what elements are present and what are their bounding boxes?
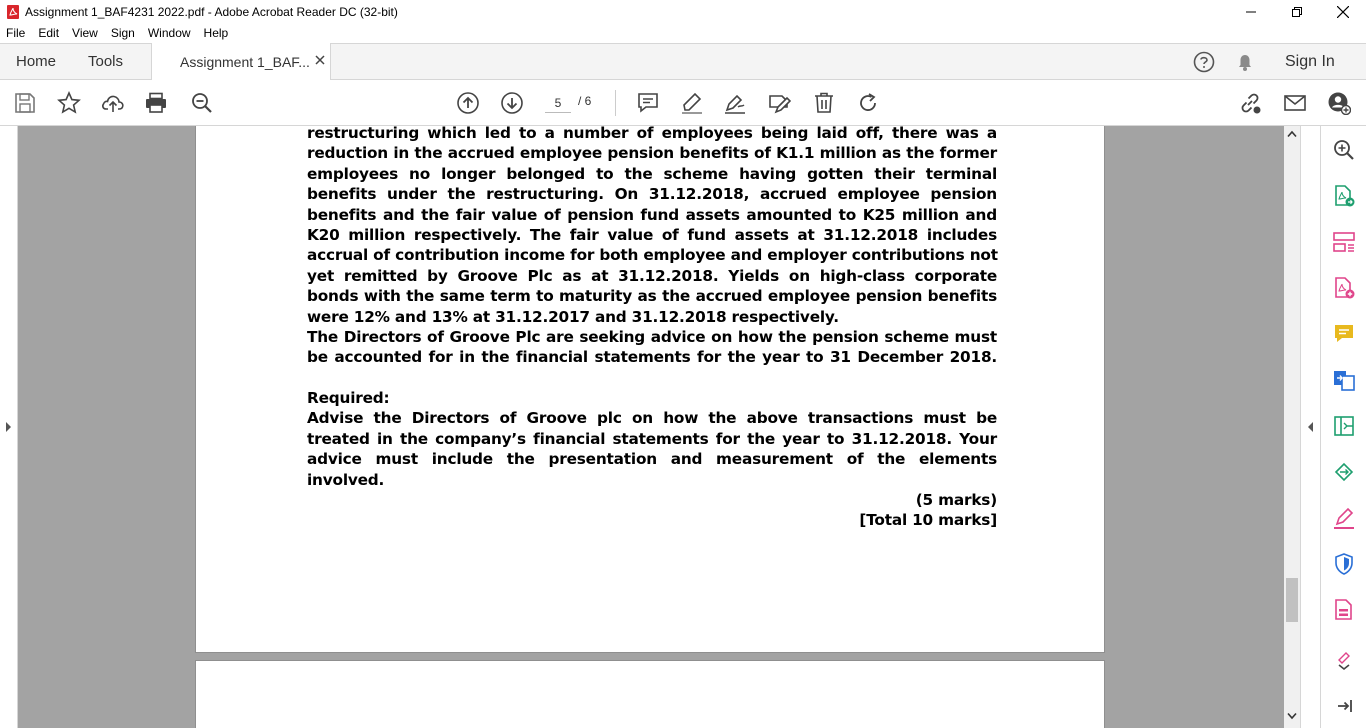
- tab-document-label: Assignment 1_BAF...: [180, 54, 310, 70]
- menu-bar: [0, 23, 1366, 43]
- close-icon: [1337, 6, 1349, 18]
- menu-view[interactable]: View: [72, 26, 98, 40]
- account-icon[interactable]: [1327, 91, 1351, 115]
- tools-pane: [1320, 126, 1366, 728]
- body-line: were 12% and 13% at 31.12.2017 and 31.12.2018 respectively.: [307, 307, 839, 326]
- tab-tools[interactable]: Tools: [88, 53, 124, 70]
- comment-tool-icon[interactable]: [1332, 322, 1356, 346]
- edit-pdf-icon[interactable]: [1332, 460, 1356, 484]
- page-total: / 6: [578, 94, 592, 108]
- menu-edit[interactable]: Edit: [38, 26, 60, 40]
- fill-sign-icon[interactable]: [767, 91, 791, 115]
- comment-icon[interactable]: [636, 91, 660, 115]
- sign-in-button[interactable]: Sign In: [1285, 53, 1335, 70]
- left-pane-toggle[interactable]: [0, 126, 18, 728]
- marks-label: (5 marks): [915, 491, 997, 510]
- pdf-page-6: [195, 660, 1105, 728]
- body-line: The Directors of Groove Plc are seeking advice on how the pension scheme must: [307, 327, 997, 346]
- menu-window[interactable]: Window: [147, 26, 191, 40]
- window-title: Assignment 1_BAF4231 2022.pdf - Adobe Acrobat Reader DC (32-bit): [25, 4, 398, 19]
- menu-sign[interactable]: Sign: [110, 26, 135, 40]
- upload-icon[interactable]: [101, 91, 125, 115]
- combine-files-icon[interactable]: [1332, 368, 1356, 392]
- page-down-icon[interactable]: [500, 91, 524, 115]
- minimize-icon: [1246, 7, 1256, 17]
- total-marks-label: [Total 10 marks]: [859, 511, 997, 530]
- document-viewport[interactable]: [18, 126, 1284, 728]
- right-pane-toggle[interactable]: [1300, 126, 1320, 728]
- required-line: treated in the company’s financial statements for the year to 31.12.2018. Your: [307, 429, 997, 448]
- body-line: benefits and the fair value of pension fund assets amounted to K25 million and: [307, 205, 997, 224]
- document-body: [307, 126, 997, 531]
- redact-icon[interactable]: [1332, 598, 1356, 622]
- vertical-scrollbar[interactable]: [1284, 126, 1300, 728]
- scroll-down-icon[interactable]: [1287, 712, 1297, 720]
- create-pdf-icon[interactable]: [1332, 276, 1356, 300]
- bookmark-star-icon[interactable]: [57, 91, 81, 115]
- menu-file[interactable]: File: [6, 26, 26, 40]
- acrobat-app-icon: [6, 5, 20, 19]
- email-icon[interactable]: [1283, 91, 1307, 115]
- share-link-icon[interactable]: [1238, 91, 1262, 115]
- page-up-icon[interactable]: [456, 91, 480, 115]
- zoom-search-icon[interactable]: [1332, 138, 1356, 162]
- restore-icon: [1292, 7, 1302, 17]
- body-line: employees no longer belonged to the scheme having gotten their terminal: [307, 164, 997, 183]
- required-heading: Required:: [307, 389, 390, 408]
- tab-document[interactable]: [151, 43, 331, 81]
- required-line: advice must include the presentation and measurement of the elements: [307, 450, 997, 469]
- title-bar: [0, 0, 1366, 23]
- export-pdf-icon[interactable]: [1332, 184, 1356, 208]
- body-line: benefits under the restructuring. On 31.12.2018, accrued employee pension: [307, 185, 997, 204]
- organize-pages-icon[interactable]: [1332, 230, 1356, 254]
- tab-bar: [0, 43, 1366, 80]
- toolbar-separator: [615, 90, 616, 116]
- body-line: be accounted for in the financial statements for the year to 31 December 2018.: [307, 348, 997, 367]
- collapse-pane-icon[interactable]: [1332, 694, 1356, 718]
- toolbar: [0, 80, 1366, 126]
- delete-icon[interactable]: [812, 91, 836, 115]
- close-tab-icon[interactable]: [314, 54, 326, 66]
- help-icon[interactable]: [1193, 51, 1215, 73]
- save-icon[interactable]: [13, 91, 37, 115]
- page-number-input[interactable]: [545, 93, 571, 113]
- fill-sign-tool-icon[interactable]: [1332, 506, 1356, 530]
- rotate-icon[interactable]: [856, 91, 880, 115]
- scrollbar-thumb[interactable]: [1286, 578, 1298, 622]
- notifications-bell-icon[interactable]: [1235, 52, 1255, 72]
- scroll-up-icon[interactable]: [1287, 130, 1297, 138]
- body-line: reduction in the accrued employee pension benefits of K1.1 million as the former: [307, 144, 997, 163]
- body-line: K20 million respectively. The fair value of fund assets at 31.12.2018 includes: [307, 225, 997, 244]
- restore-button[interactable]: [1274, 0, 1320, 23]
- zoom-out-icon[interactable]: [190, 91, 214, 115]
- tab-home[interactable]: Home: [16, 53, 57, 70]
- protect-icon[interactable]: [1332, 552, 1356, 576]
- close-window-button[interactable]: [1320, 0, 1366, 23]
- required-line: Advise the Directors of Groove plc on how the above transactions must be: [307, 409, 997, 428]
- highlight-pen-icon[interactable]: [680, 91, 704, 115]
- body-line: accrual of contribution income for both employee and employer contributions not: [307, 246, 998, 265]
- body-line: restructuring which led to a number of employees being laid off, there was a: [307, 126, 997, 142]
- body-line: yet remitted by Groove Plc as at 31.12.2018. Yields on high-class corporate: [307, 266, 997, 285]
- minimize-button[interactable]: [1228, 0, 1274, 23]
- more-tools-chevron-icon[interactable]: [1332, 648, 1356, 672]
- expand-left-pane-icon: [5, 422, 12, 432]
- blank-line: [307, 368, 997, 388]
- body-line: bonds with the same term to maturity as the accrued employee pension benefits: [307, 287, 997, 306]
- pdf-page-5: [195, 126, 1105, 653]
- compress-pdf-icon[interactable]: [1332, 414, 1356, 438]
- print-icon[interactable]: [144, 91, 168, 115]
- required-line: involved.: [307, 470, 385, 489]
- collapse-right-pane-arrow-icon: [1307, 422, 1314, 432]
- menu-help[interactable]: Help: [203, 26, 229, 40]
- sign-pen-icon[interactable]: [723, 91, 747, 115]
